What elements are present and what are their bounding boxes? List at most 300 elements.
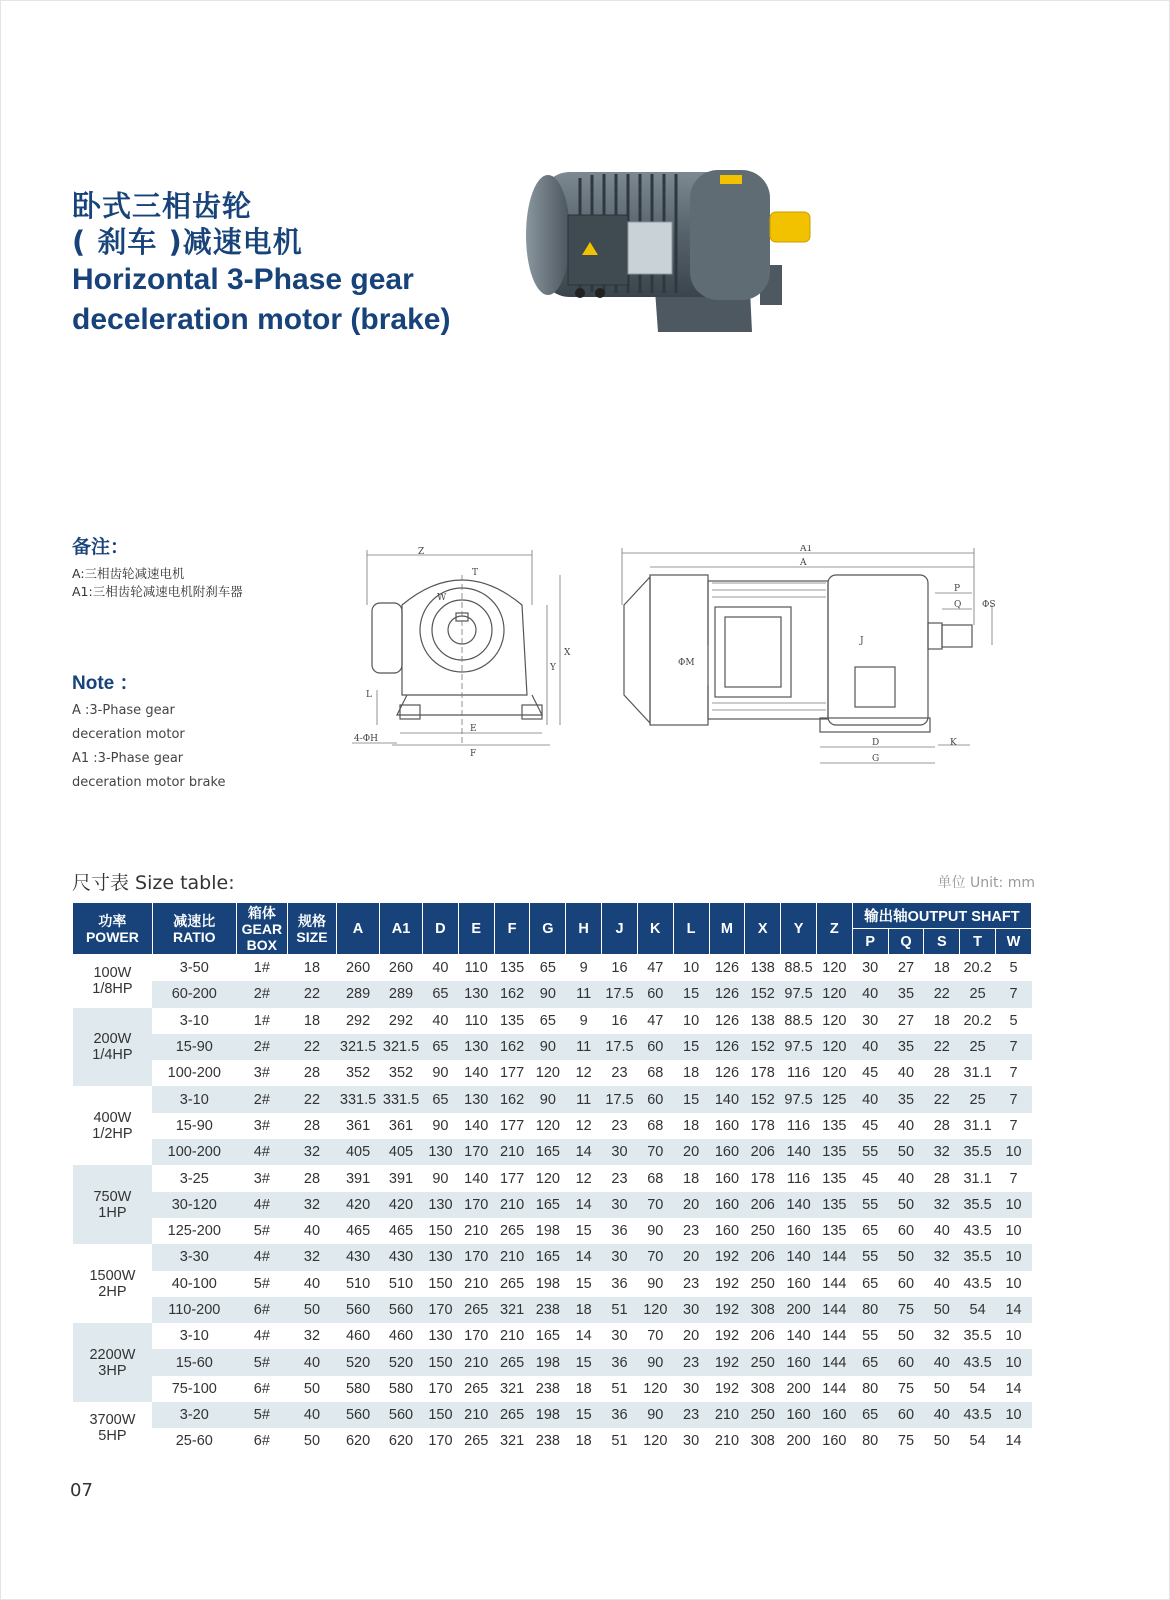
table-cell: 210 xyxy=(714,1433,740,1450)
table-cell: 152 xyxy=(745,1034,781,1060)
table-cell: 70 xyxy=(647,1328,664,1345)
table-cell: 265 xyxy=(499,1275,525,1292)
table-cell: 144 xyxy=(822,1275,847,1292)
note-line-2: deceration motor xyxy=(72,727,185,742)
front-view-drawing xyxy=(620,545,1000,770)
table-cell: 308 xyxy=(750,1433,775,1450)
table-cell: 210 xyxy=(464,1223,489,1240)
table-cell: 405 xyxy=(380,1139,423,1165)
table-cell: 140 xyxy=(781,1139,817,1165)
header-dim: E xyxy=(458,903,494,955)
product-title xyxy=(72,188,450,340)
table-cell: 60 xyxy=(888,1402,924,1428)
table-cell: 10 xyxy=(996,1139,1032,1165)
table-cell: 140 xyxy=(781,1244,817,1270)
table-cell: 28 xyxy=(303,1117,321,1134)
table-cell: 3-10 xyxy=(179,1328,209,1345)
table-row xyxy=(73,1034,1032,1060)
table-cell: 70 xyxy=(637,1139,673,1165)
table-cell: 321 xyxy=(494,1297,530,1323)
table-cell: 12 xyxy=(575,1117,592,1134)
table-cell: 10 xyxy=(996,1244,1032,1270)
table-row xyxy=(73,1139,1032,1165)
table-cell: 192 xyxy=(714,1328,740,1345)
table-cell: 170 xyxy=(423,1297,459,1323)
table-cell: 3# xyxy=(253,1170,270,1187)
table-cell: 130 xyxy=(458,981,494,1007)
table-cell: 3-10 xyxy=(179,1012,209,1029)
table-cell: 1# xyxy=(253,1012,270,1029)
table-cell: 5# xyxy=(236,1402,287,1428)
table-cell: 5 xyxy=(1009,960,1018,977)
table-cell: 10 xyxy=(996,1402,1032,1428)
table-cell: 198 xyxy=(530,1349,566,1375)
table-cell: 308 xyxy=(750,1380,775,1397)
table-cell: 130 xyxy=(423,1139,459,1165)
table-cell: 120 xyxy=(535,1065,560,1082)
table-cell: 30 xyxy=(683,1380,700,1397)
table-cell: 14 xyxy=(996,1297,1032,1323)
header-dim: A1 xyxy=(380,903,423,955)
table-cell: 135 xyxy=(822,1170,847,1187)
table-cell: 126 xyxy=(714,1012,740,1029)
table-cell: 150 xyxy=(423,1349,459,1375)
table-cell: 68 xyxy=(647,1065,664,1082)
table-cell: 35.5 xyxy=(960,1192,996,1218)
power-cell: 750W 1HP xyxy=(73,1165,153,1244)
label-p: P xyxy=(954,584,961,594)
table-cell: 135 xyxy=(816,1139,852,1165)
table-cell: 140 xyxy=(786,1328,811,1345)
table-cell: 27 xyxy=(897,960,915,977)
table-cell: 27 xyxy=(897,1012,915,1029)
header-power: 功率 POWER xyxy=(73,903,153,955)
header-dim: H xyxy=(566,903,602,955)
table-cell: 192 xyxy=(709,1297,745,1323)
table-row xyxy=(73,1165,1032,1191)
table-cell: 65 xyxy=(862,1275,879,1292)
table-cell: 510 xyxy=(388,1275,414,1292)
table-cell: 35 xyxy=(888,1086,924,1112)
header-dim: J xyxy=(602,903,638,955)
table-cell: 620 xyxy=(388,1433,414,1450)
table-cell: 120 xyxy=(637,1297,673,1323)
table-cell: 120 xyxy=(822,960,847,977)
table-cell: 361 xyxy=(345,1117,371,1134)
table-cell: 160 xyxy=(781,1349,817,1375)
table-cell: 192 xyxy=(709,1349,745,1375)
table-cell: 25-60 xyxy=(175,1433,213,1450)
header-dim: F xyxy=(494,903,530,955)
table-cell: 352 xyxy=(388,1065,414,1082)
label-a: A xyxy=(800,558,807,568)
table-cell: 420 xyxy=(380,1192,423,1218)
table-cell: 32 xyxy=(924,1192,960,1218)
table-cell: 18 xyxy=(683,1170,700,1187)
table-cell: 30 xyxy=(602,1139,638,1165)
table-cell: 125-200 xyxy=(167,1223,221,1240)
header-dim: D xyxy=(423,903,459,955)
table-cell: 265 xyxy=(464,1380,489,1397)
table-cell: 43.5 xyxy=(960,1349,996,1375)
table-cell: 165 xyxy=(535,1328,560,1345)
table-cell: 32 xyxy=(303,1328,321,1345)
header-output-shaft: 输出轴OUTPUT SHAFT xyxy=(852,903,1031,929)
remark-line-a1: A1:三相齿轮减速电机附刹车器 xyxy=(72,584,243,599)
table-cell: 391 xyxy=(345,1170,371,1187)
header-dim: M xyxy=(709,903,745,955)
table-cell: 160 xyxy=(816,1402,852,1428)
table-cell: 17.5 xyxy=(602,981,638,1007)
table-cell: 265 xyxy=(499,1223,525,1240)
table-cell: 65 xyxy=(539,960,556,977)
table-row xyxy=(73,1008,1032,1034)
table-cell: 178 xyxy=(750,1065,775,1082)
table-cell: 289 xyxy=(337,981,380,1007)
table-cell: 40 xyxy=(287,1349,336,1375)
table-cell: 14 xyxy=(566,1192,602,1218)
table-cell: 560 xyxy=(337,1402,380,1428)
motor-photo xyxy=(520,160,840,345)
table-cell: 75-100 xyxy=(171,1380,217,1397)
table-cell: 265 xyxy=(458,1297,494,1323)
table-cell: 120 xyxy=(816,981,852,1007)
table-cell: 4# xyxy=(253,1328,270,1345)
table-cell: 97.5 xyxy=(781,1086,817,1112)
table-cell: 200 xyxy=(781,1297,817,1323)
table-cell: 35.5 xyxy=(963,1328,992,1345)
table-cell: 250 xyxy=(750,1223,775,1240)
table-row xyxy=(73,981,1032,1007)
label-g: G xyxy=(872,754,880,764)
table-cell: 177 xyxy=(499,1117,525,1134)
table-cell: 391 xyxy=(388,1170,414,1187)
table-cell: 51 xyxy=(611,1433,628,1450)
table-cell: 130 xyxy=(428,1328,453,1345)
table-cell: 162 xyxy=(494,981,530,1007)
table-cell: 90 xyxy=(637,1349,673,1375)
table-row xyxy=(73,1297,1032,1323)
table-cell: 160 xyxy=(714,1170,740,1187)
table-cell: 32 xyxy=(933,1328,950,1345)
table-cell: 170 xyxy=(464,1328,489,1345)
table-cell: 15 xyxy=(575,1275,592,1292)
table-cell: 75 xyxy=(897,1433,915,1450)
table-cell: 40 xyxy=(924,1402,960,1428)
table-cell: 6# xyxy=(253,1380,270,1397)
table-cell: 30-120 xyxy=(152,1192,236,1218)
label-d: D xyxy=(872,738,880,748)
table-cell: 22 xyxy=(287,1086,336,1112)
table-cell: 65 xyxy=(539,1012,556,1029)
table-cell: 10 xyxy=(1005,1275,1022,1292)
table-cell: 520 xyxy=(337,1349,380,1375)
table-cell: 80 xyxy=(862,1433,879,1450)
table-cell: 40 xyxy=(287,1402,336,1428)
table-cell: 32 xyxy=(287,1139,336,1165)
table-cell: 560 xyxy=(337,1297,380,1323)
note-line-1: A :3-Phase gear xyxy=(72,703,175,718)
table-cell: 28 xyxy=(933,1170,950,1187)
table-cell: 35.5 xyxy=(960,1244,996,1270)
table-cell: 321.5 xyxy=(337,1034,380,1060)
table-cell: 130 xyxy=(458,1034,494,1060)
table-cell: 140 xyxy=(709,1086,745,1112)
label-e: E xyxy=(470,724,477,734)
table-cell: 6# xyxy=(253,1433,270,1450)
power-cell: 2200W 3HP xyxy=(73,1323,153,1402)
table-cell: 40 xyxy=(432,960,449,977)
table-cell: 54 xyxy=(960,1297,996,1323)
table-cell: 55 xyxy=(852,1192,888,1218)
table-cell: 238 xyxy=(535,1433,560,1450)
table-cell: 15 xyxy=(673,1086,709,1112)
table-cell: 36 xyxy=(611,1223,628,1240)
table-cell: 160 xyxy=(714,1117,740,1134)
table-cell: 331.5 xyxy=(337,1086,380,1112)
table-cell: 165 xyxy=(530,1192,566,1218)
table-cell: 55 xyxy=(862,1328,879,1345)
table-cell: 43.5 xyxy=(960,1402,996,1428)
header-size: 规格 SIZE xyxy=(287,903,336,955)
table-cell: 40 xyxy=(933,1275,950,1292)
table-cell: 465 xyxy=(345,1223,371,1240)
table-cell: 60 xyxy=(888,1349,924,1375)
table-cell: 22 xyxy=(924,981,960,1007)
table-cell: 260 xyxy=(345,960,371,977)
table-cell: 10 xyxy=(1005,1328,1022,1345)
table-cell: 18 xyxy=(575,1380,592,1397)
table-cell: 18 xyxy=(933,1012,950,1029)
table-row xyxy=(73,1218,1032,1244)
table-cell: 60-200 xyxy=(152,981,236,1007)
table-cell: 28 xyxy=(933,1117,950,1134)
table-cell: 18 xyxy=(303,960,321,977)
table-cell: 200 xyxy=(786,1433,811,1450)
table-cell: 206 xyxy=(745,1244,781,1270)
header-dim: L xyxy=(673,903,709,955)
notes-en xyxy=(72,668,226,795)
table-cell: 120 xyxy=(816,1034,852,1060)
header-dim: G xyxy=(530,903,566,955)
table-row xyxy=(73,1402,1032,1428)
table-row xyxy=(73,1192,1032,1218)
table-cell: 1# xyxy=(253,960,270,977)
note-title: Note ： xyxy=(72,673,139,694)
table-cell: 40 xyxy=(432,1012,449,1029)
table-cell: 140 xyxy=(464,1065,489,1082)
table-cell: 65 xyxy=(423,981,459,1007)
table-cell: 31.1 xyxy=(963,1065,992,1082)
header-shaft: P xyxy=(852,929,888,955)
table-cell: 110-200 xyxy=(152,1297,236,1323)
table-cell: 15 xyxy=(566,1349,602,1375)
table-cell: 22 xyxy=(924,1034,960,1060)
table-cell: 28 xyxy=(303,1065,321,1082)
header-gearbox: 箱体 GEAR BOX xyxy=(236,903,287,955)
table-cell: 206 xyxy=(745,1139,781,1165)
table-row xyxy=(73,955,1032,982)
table-cell: 90 xyxy=(530,1086,566,1112)
table-cell: 60 xyxy=(897,1223,915,1240)
table-cell: 510 xyxy=(345,1275,371,1292)
table-cell: 51 xyxy=(611,1380,628,1397)
table-cell: 5# xyxy=(253,1275,270,1292)
table-cell: 144 xyxy=(822,1328,847,1345)
table-cell: 126 xyxy=(709,1034,745,1060)
table-cell: 75 xyxy=(897,1380,915,1397)
table-cell: 7 xyxy=(1009,1117,1018,1134)
table-row xyxy=(73,1060,1032,1086)
header-dim: K xyxy=(637,903,673,955)
table-cell: 5 xyxy=(1009,1012,1018,1029)
table-cell: 192 xyxy=(709,1244,745,1270)
table-cell: 140 xyxy=(464,1170,489,1187)
table-cell: 15 xyxy=(673,1034,709,1060)
table-cell: 23 xyxy=(673,1402,709,1428)
title-zh-line2: ( 刹车 )减速电机 xyxy=(72,225,303,259)
page-number: 07 xyxy=(70,1480,93,1501)
table-cell: 30 xyxy=(862,1012,879,1029)
table-cell: 7 xyxy=(996,981,1032,1007)
table-cell: 116 xyxy=(786,1170,811,1187)
table-cell: 160 xyxy=(822,1433,847,1450)
table-cell: 17.5 xyxy=(602,1034,638,1060)
table-row xyxy=(73,1323,1032,1349)
table-cell: 14 xyxy=(566,1244,602,1270)
table-cell: 43.5 xyxy=(963,1223,992,1240)
table-cell: 200 xyxy=(786,1380,811,1397)
header-shaft: Q xyxy=(888,929,924,955)
table-cell: 40 xyxy=(924,1349,960,1375)
table-cell: 170 xyxy=(428,1433,453,1450)
table-cell: 144 xyxy=(822,1380,847,1397)
table-cell: 144 xyxy=(816,1297,852,1323)
table-cell: 405 xyxy=(337,1139,380,1165)
table-cell: 135 xyxy=(816,1192,852,1218)
power-cell: 3700W 5HP xyxy=(73,1402,153,1455)
table-cell: 140 xyxy=(464,1117,489,1134)
table-cell: 430 xyxy=(380,1244,423,1270)
header-dim: A xyxy=(337,903,380,955)
table-cell: 3# xyxy=(253,1117,270,1134)
table-cell: 198 xyxy=(535,1275,560,1292)
table-cell: 308 xyxy=(745,1297,781,1323)
table-row xyxy=(73,1113,1032,1139)
label-a1: A1 xyxy=(800,545,813,554)
table-cell: 90 xyxy=(432,1170,449,1187)
table-row xyxy=(73,1428,1032,1454)
table-cell: 5# xyxy=(236,1349,287,1375)
table-cell: 238 xyxy=(535,1380,560,1397)
power-cell: 100W 1/8HP xyxy=(73,955,153,1008)
table-cell: 14 xyxy=(566,1139,602,1165)
table-cell: 126 xyxy=(714,960,740,977)
title-en-line2: deceleration motor (brake) xyxy=(72,303,451,336)
table-cell: 70 xyxy=(637,1192,673,1218)
table-cell: 11 xyxy=(566,1086,602,1112)
table-cell: 32 xyxy=(287,1192,336,1218)
table-cell: 23 xyxy=(611,1065,628,1082)
table-cell: 210 xyxy=(499,1328,525,1345)
table-cell: 54 xyxy=(969,1433,986,1450)
table-cell: 40 xyxy=(897,1065,915,1082)
table-cell: 292 xyxy=(345,1012,371,1029)
table-cell: 135 xyxy=(499,1012,525,1029)
table-cell: 6# xyxy=(236,1297,287,1323)
table-cell: 160 xyxy=(786,1275,811,1292)
title-en-line1: Horizontal 3-Phase gear xyxy=(72,263,414,296)
table-cell: 47 xyxy=(647,1012,664,1029)
table-cell: 7 xyxy=(996,1086,1032,1112)
table-cell: 50 xyxy=(888,1244,924,1270)
table-cell: 11 xyxy=(566,1034,602,1060)
table-cell: 9 xyxy=(579,960,588,977)
size-table-body xyxy=(73,955,1032,1455)
table-cell: 50 xyxy=(897,1328,915,1345)
header-dim: Z xyxy=(816,903,852,955)
table-cell: 18 xyxy=(683,1117,700,1134)
table-cell: 192 xyxy=(714,1380,740,1397)
table-cell: 520 xyxy=(380,1349,423,1375)
table-cell: 260 xyxy=(388,960,414,977)
table-cell: 80 xyxy=(852,1297,888,1323)
table-cell: 23 xyxy=(673,1349,709,1375)
table-row xyxy=(73,1271,1032,1297)
table-row xyxy=(73,1086,1032,1112)
table-cell: 90 xyxy=(432,1117,449,1134)
note-line-3: A1 :3-Phase gear xyxy=(72,751,184,766)
table-cell: 178 xyxy=(750,1117,775,1134)
table-cell: 210 xyxy=(709,1402,745,1428)
table-cell: 152 xyxy=(745,1086,781,1112)
table-cell: 178 xyxy=(750,1170,775,1187)
table-cell: 15-60 xyxy=(152,1349,236,1375)
label-k: K xyxy=(950,738,957,748)
table-cell: 31.1 xyxy=(963,1117,992,1134)
table-cell: 40 xyxy=(303,1223,321,1240)
table-cell: 32 xyxy=(924,1139,960,1165)
table-cell: 25 xyxy=(960,981,996,1007)
table-cell: 3-20 xyxy=(152,1402,236,1428)
table-cell: 116 xyxy=(786,1065,811,1082)
table-cell: 35.5 xyxy=(960,1139,996,1165)
table-cell: 14 xyxy=(575,1328,592,1345)
table-cell: 3-25 xyxy=(179,1170,209,1187)
table-cell: 135 xyxy=(499,960,525,977)
table-cell: 30 xyxy=(602,1192,638,1218)
table-cell: 30 xyxy=(673,1297,709,1323)
table-cell: 210 xyxy=(458,1402,494,1428)
table-cell: 120 xyxy=(535,1170,560,1187)
table-cell: 120 xyxy=(822,1065,847,1082)
table-cell: 75 xyxy=(888,1297,924,1323)
table-cell: 30 xyxy=(602,1244,638,1270)
table-cell: 210 xyxy=(494,1139,530,1165)
table-cell: 2# xyxy=(236,1034,287,1060)
power-cell: 1500W 2HP xyxy=(73,1244,153,1323)
table-cell: 25 xyxy=(960,1034,996,1060)
table-cell: 36 xyxy=(602,1349,638,1375)
table-cell: 420 xyxy=(337,1192,380,1218)
table-cell: 7 xyxy=(996,1034,1032,1060)
table-cell: 289 xyxy=(380,981,423,1007)
table-cell: 4# xyxy=(236,1192,287,1218)
table-cell: 144 xyxy=(816,1349,852,1375)
table-cell: 125 xyxy=(816,1086,852,1112)
table-cell: 23 xyxy=(611,1170,628,1187)
label-m: ΦM xyxy=(678,658,695,668)
